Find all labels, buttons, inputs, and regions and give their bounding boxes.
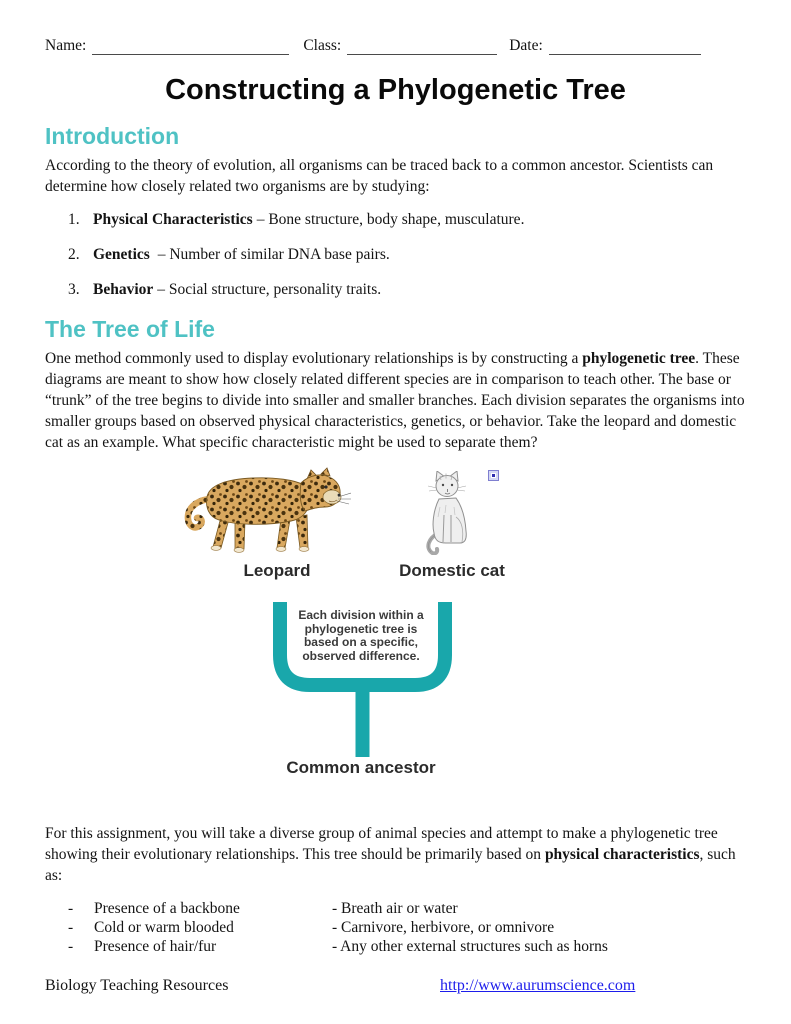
caption-line: observed difference.: [302, 648, 420, 663]
item-term: Behavior: [93, 281, 154, 298]
item-number: 3.: [68, 281, 80, 298]
anchor-dot: [492, 474, 495, 477]
caption-line: Each division within a: [298, 608, 424, 622]
item-number: 2.: [68, 246, 80, 263]
dash-bullet: -: [68, 900, 74, 917]
name-blank-line: [92, 39, 289, 55]
item-text: Cold or warm blooded: [94, 919, 234, 936]
item-description: – Number of similar DNA base pairs.: [153, 246, 390, 263]
page-footer: [45, 976, 746, 996]
leopard-illustration: [183, 467, 351, 555]
list-item: [45, 918, 332, 937]
dash-bullet: -: [68, 938, 74, 955]
caption-line: based on a specific,: [303, 635, 419, 649]
common-ancestor-label: Common ancestor: [286, 758, 436, 777]
footer-link[interactable]: http://www.aurumscience.com: [440, 977, 636, 994]
paragraph-text: , such as:: [45, 846, 736, 884]
list-item: [68, 280, 746, 300]
item-term: Physical Characteristics: [93, 211, 253, 228]
caption-line: phylogenetic tree is: [304, 621, 418, 636]
paragraph-text: One method commonly used to display evolutionary relationships is by constructing a: [45, 350, 583, 367]
date-blank-line: [549, 39, 701, 55]
paragraph-text: For this assignment, you will take a diverse group of animal species and attempt to make a phylogenetic tree showing their evolutionary relationships. This tree should be primarily based on: [45, 825, 718, 863]
name-label: Name:: [45, 37, 87, 54]
section-heading-tree-of-life: The Tree of Life: [45, 316, 215, 342]
criteria-numbered-list: [45, 210, 746, 300]
class-label: Class:: [303, 37, 342, 54]
class-blank-line: [347, 39, 497, 55]
paragraph-text: . These diagrams are meant to show how closely related different species are in comparison to teach other. The base or “trunk” of the tree begins to divide into smaller and smaller branches. Each division separates the organisms into smaller groups based on observed physical characteristics, genetics, or behavior. Take the leopard and domestic cat as an example. What specific characteristic might be used to separate them?: [45, 350, 745, 451]
section-heading-introduction: Introduction: [45, 123, 180, 149]
paragraph-bold-term: phylogenetic tree: [582, 350, 696, 367]
item-number: 1.: [68, 211, 80, 228]
list-row: [45, 937, 746, 956]
list-item: [68, 210, 746, 230]
phylogenetic-tree-figure: [0, 467, 791, 779]
list-item: [45, 937, 332, 956]
object-anchor-icon[interactable]: [488, 470, 499, 481]
item-term: Genetics: [93, 246, 150, 263]
assignment-paragraph: [45, 823, 746, 886]
page-title: Constructing a Phylogenetic Tree: [165, 74, 626, 106]
domestic-cat-label: Domestic cat: [399, 561, 505, 580]
list-item: - Carnivore, herbivore, or omnivore: [332, 919, 555, 936]
characteristics-list: [45, 899, 746, 956]
footer-attribution: Biology Teaching Resources: [45, 977, 229, 994]
item-text: Presence of a backbone: [94, 900, 240, 917]
domestic-cat-illustration: [424, 471, 474, 555]
introduction-paragraph: According to the theory of evolution, all organisms can be traced back to a common ancestor. Scientists can determine how closely related two organisms are by studying:: [45, 157, 714, 195]
list-item: - Breath air or water: [332, 900, 458, 917]
tree-caption: [281, 609, 441, 663]
list-row: [45, 899, 746, 918]
paragraph-bold-term: physical characteristics: [544, 846, 700, 863]
dash-bullet: -: [68, 919, 74, 936]
list-row: [45, 918, 746, 937]
header-fill-in-row: [45, 36, 746, 55]
item-description: – Social structure, personality traits.: [157, 281, 382, 298]
list-item: [45, 899, 332, 918]
date-label: Date:: [509, 37, 543, 54]
leopard-label: Leopard: [243, 561, 311, 580]
item-text: Presence of hair/fur: [94, 938, 217, 955]
list-item: [68, 245, 746, 265]
list-item: - Any other external structures such as horns: [332, 938, 608, 955]
item-description: – Bone structure, body shape, musculature.: [256, 211, 525, 228]
page-content: [0, 36, 791, 956]
tree-of-life-paragraph: [45, 348, 746, 453]
